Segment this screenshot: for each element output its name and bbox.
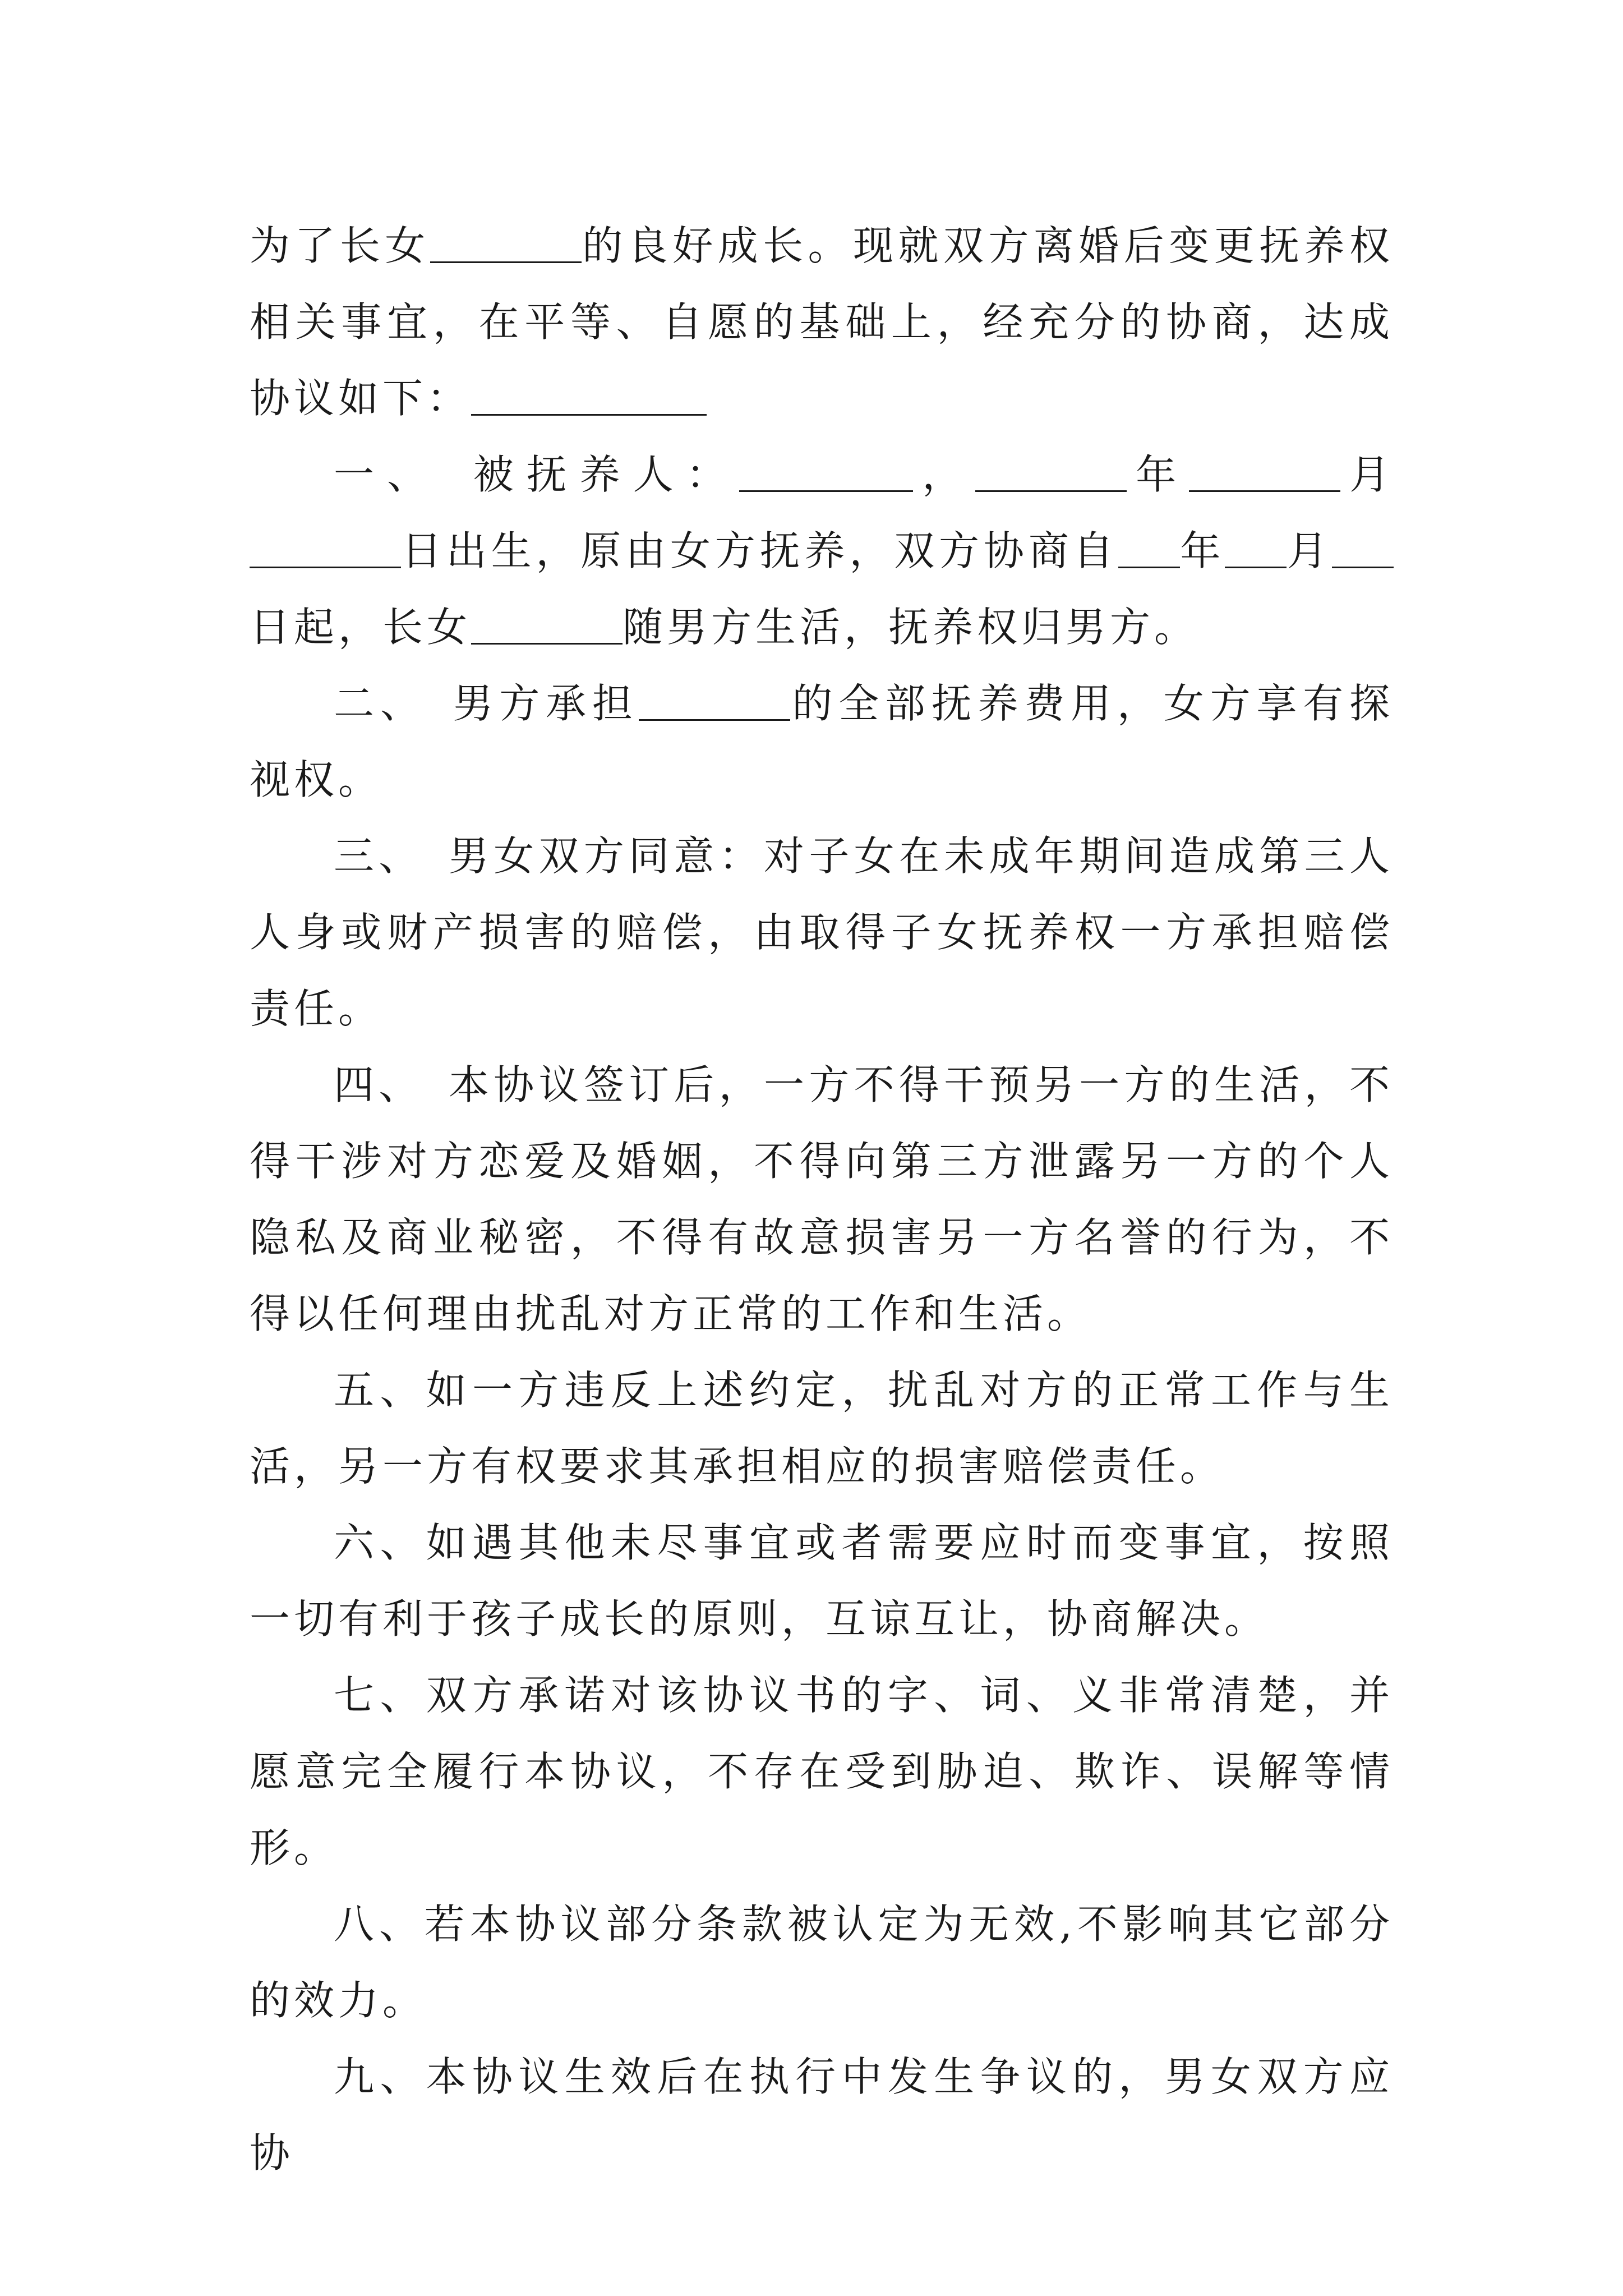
daughter-name-blank-2[interactable]: [471, 602, 623, 645]
start-year-blank[interactable]: [1118, 526, 1180, 568]
clause-5: 五、如一方违反上述约定，扰乱对方的正常工作与生活，另一方有权要求其承担相应的损害赔偿责任。: [250, 1366, 1394, 1490]
clause-1: [250, 436, 1394, 665]
clause-1-text-5: 日出生，原由女方抚养，双方协商自: [401, 527, 1118, 574]
intro-trailing-blank[interactable]: [471, 374, 707, 416]
clause-8: 八、若本协议部分条款被认定为无效,不影响其它部分的效力。: [250, 1901, 1394, 2024]
document-body: [250, 208, 1394, 2191]
clause-1-text-1: 一、 被抚养人：: [334, 451, 740, 498]
clause-1-text-9: 随男方生活，抚养权归男方。: [623, 604, 1199, 651]
clause-1-text-6: 年: [1179, 527, 1225, 574]
clause-6: 六、如遇其他未尽事宜或者需要应时而变事宜，按照一切有利于孩子成长的原则，互谅互让，协商解决。: [250, 1519, 1394, 1642]
clause-2: [250, 665, 1394, 818]
clause-9: 九、本协议生效后在执行中发生争议的，男女双方应协: [250, 2053, 1394, 2177]
birth-year-blank[interactable]: [975, 450, 1127, 492]
clause-1-text-7: 月: [1287, 527, 1332, 574]
clause-2-text-1: 二、 男方承担: [334, 680, 639, 727]
intro-paragraph: [250, 208, 1394, 436]
dependent-name-blank[interactable]: [739, 450, 913, 492]
intro-text-1: 为了长女: [250, 222, 430, 269]
clause-7: 七、双方承诺对该协议书的字、词、义非常清楚，并愿意完全履行本协议，不存在受到胁迫、欺诈、误解等情形。: [250, 1672, 1394, 1871]
clause-2-text-2: 的全部抚养费用，女方享有探视权。: [250, 680, 1394, 803]
clause-1-text-2: ，: [913, 451, 976, 498]
intro-text-2: 的良好成长。现就双方离婚后变更抚养权相关事宜，在平等、自愿的基础上，经充分的协商，达成协议如下：: [250, 222, 1394, 422]
daughter-name-blank[interactable]: [430, 221, 582, 263]
birth-day-blank[interactable]: [250, 526, 401, 568]
child-name-blank[interactable]: [639, 679, 790, 721]
clause-3: 三、 男女双方同意：对子女在未成年期间造成第三人人身或财产损害的赔偿，由取得子女抚养权一方承担赔偿责任。: [250, 832, 1394, 1032]
clause-1-text-3: 年: [1127, 451, 1189, 498]
clause-1-text-4: 月: [1340, 451, 1394, 498]
clause-1-text-8: 日起，长女: [250, 604, 472, 651]
start-month-blank[interactable]: [1225, 526, 1287, 568]
clause-4: 四、 本协议签订后，一方不得干预另一方的生活，不得干涉对方恋爱及婚姻，不得向第三方泄露另一方的个人隐私及商业秘密，不得有故意损害另一方名誉的行为，不得以任何理由扰乱对方正常的工作和生活。: [250, 1061, 1394, 1337]
birth-month-blank[interactable]: [1189, 450, 1340, 492]
start-day-blank[interactable]: [1332, 526, 1394, 568]
